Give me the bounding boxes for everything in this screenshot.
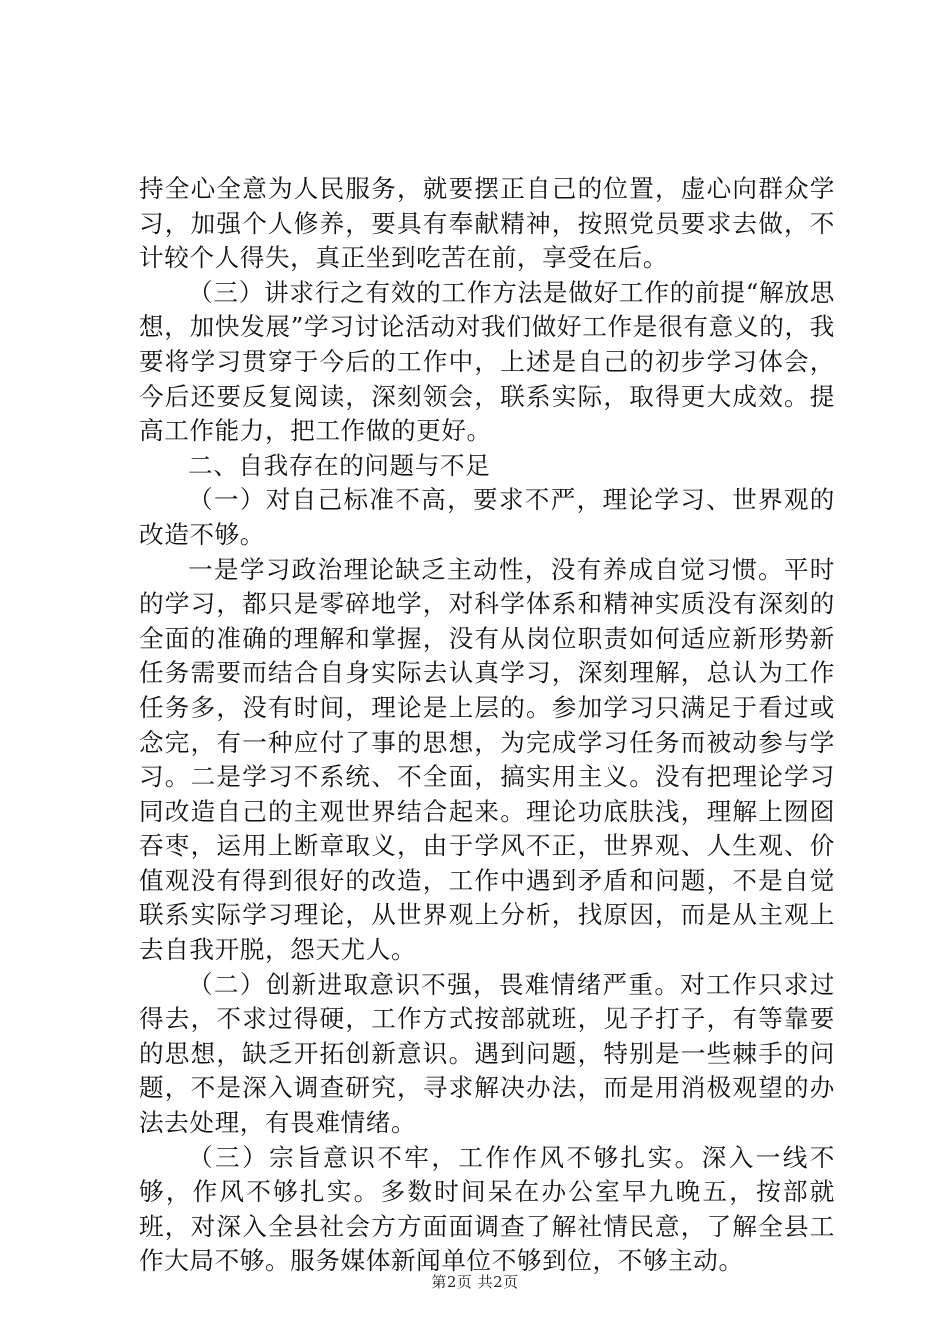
document-body	[139, 172, 835, 1279]
paragraph-continuation: 持全心全意为人民服务，就要摆正自己的位置，虚心向群众学习，加强个人修养，要具有奉献精神，按照党员要求去做，不计较个人得失，真正坐到吃苦在前，享受在后。	[139, 174, 835, 273]
section-heading-problems: 二、自我存在的问题与不足	[188, 450, 491, 480]
paragraph-innovation: （二）创新进取意识不强，畏难情绪严重。对工作只求过得去，不求过得硬，工作方式按部就班，见子打子，有等靠要的思想，缺乏开拓创新意识。遇到问题，特别是一些棘手的问题，不是深入调查研究，寻求解决办法，而是用消极观望的办法去处理，有畏难情绪。	[139, 969, 835, 1138]
paragraph-work-method: （三）讲求行之有效的工作方法是做好工作的前提“解放思想，加快发展”学习讨论活动对我们做好工作是很有意义的，我要将学习贯穿于今后的工作中，上述是自己的初步学习体会，今后还要反复阅读，深刻领会，联系实际，取得更大成效。提高工作能力，把工作做的更好。	[139, 277, 835, 446]
subheading-standards: （一）对自己标准不高，要求不严，理论学习、世界观的改造不够。	[139, 485, 835, 549]
page-number-footer: 第2页 共2页	[431, 1273, 519, 1291]
paragraph-work-style: （三）宗旨意识不牢，工作作风不够扎实。深入一线不够，作风不够扎实。多数时间呆在办公室早九晚五，按部就班，对深入全县社会方方面面调查了解社情民意，了解全县工作大局不够。服务媒体新闻单位不够到位，不够主动。	[139, 1142, 835, 1276]
paragraph-theory-study: 一是学习政治理论缺乏主动性，没有养成自觉习惯。平时的学习，都只是零碎地学，对科学体系和精神实质没有深刻的全面的准确的理解和掌握，没有从岗位职责如何适应新形势新任务需要而结合自身实际去认真学习，深刻理解，总认为工作任务多，没有时间，理论是上层的。参加学习只满足于看过或念完，有一种应付了事的思想，为完成学习任务而被动参与学习。二是学习不系统、不全面，搞实用主义。没有把理论学习同改造自己的主观世界结合起来。理论功底肤浅，理解上囫囵吞枣，运用上断章取义，由于学风不正，世界观、人生观、价值观没有得到很好的改造，工作中遇到矛盾和问题，不是自觉联系实际学习理论，从世界观上分析，找原因，而是从主观上去自我开脱，怨天尤人。	[139, 554, 835, 965]
